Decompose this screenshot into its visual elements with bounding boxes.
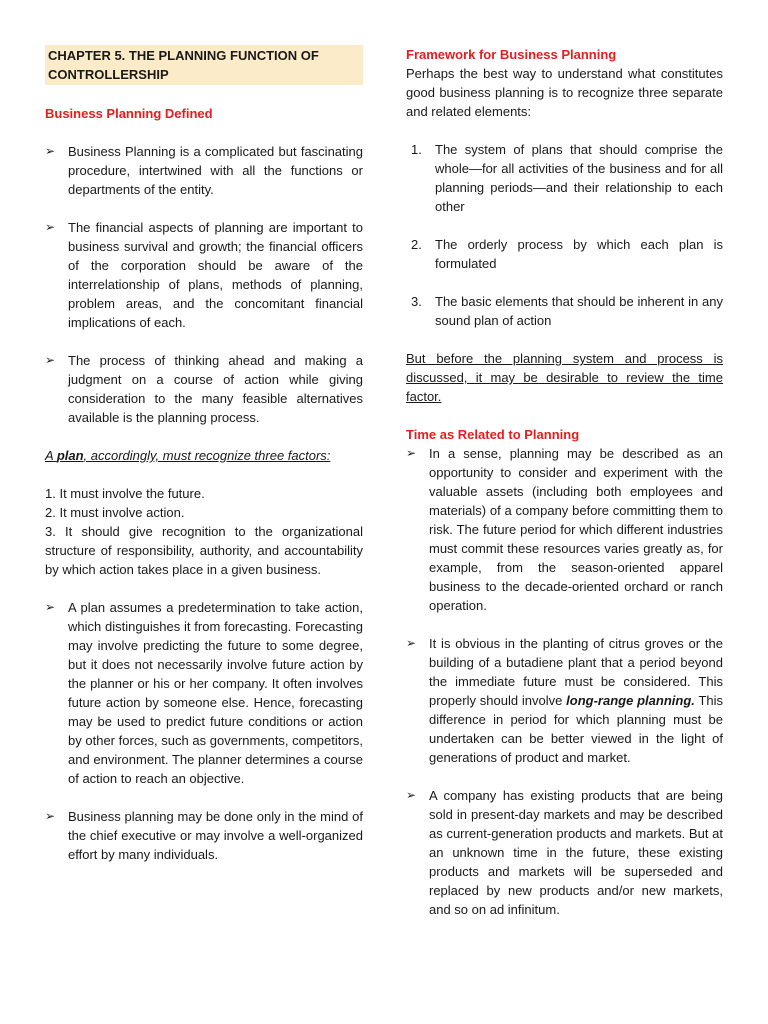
chapter-title: CHAPTER 5. THE PLANNING FUNCTION OF CONTROLLERSHIP xyxy=(45,45,363,85)
arrow-bullet-icon: ➢ xyxy=(406,446,417,460)
bullet-paragraph: ➢ It is obvious in the planting of citrus groves or the building of a butadiene plant that a period beyond the immediate future must be considered. This properly should involve long-range planning. This difference in period for which planning must be undertaken can be better viewed in the light of generations of product and market. xyxy=(406,636,723,765)
framework-intro: Perhaps the best way to understand what constitutes good business planning is to recognize three separate and related elements: xyxy=(406,66,723,119)
left-column xyxy=(45,45,363,864)
plan-intro: A plan, accordingly, must recognize three factors: xyxy=(45,448,331,463)
heading-business-planning-defined: Business Planning Defined xyxy=(45,106,213,121)
bullet-paragraph: ➢ In a sense, planning may be described as an opportunity to consider and experiment with the valuable assets (including both employees and materials) of a company before committing them to risk. The future period for which different industries must commit these resources varies greatly as, for example, from the season-oriented apparel business to the decade-oriented orchard or ranch operation. xyxy=(406,446,723,613)
arrow-bullet-icon: ➢ xyxy=(45,809,56,823)
right-column xyxy=(406,45,723,919)
arrow-bullet-icon: ➢ xyxy=(406,636,417,650)
heading-time: Time as Related to Planning xyxy=(406,427,580,442)
arrow-bullet-icon: ➢ xyxy=(45,600,56,614)
bullet-paragraph: ➢ A company has existing products that are being sold in present-day markets and may be described as current-generation products and markets. But at an unknown time in the future, these existing products and markets will be superseded and replaced by new products and/or new markets, and so on ad infinitum. xyxy=(406,788,723,917)
bullet-paragraph: ➢ Business planning may be done only in the mind of the chief executive or may involve a well-organized effort by many individuals. xyxy=(45,809,363,862)
bullet-paragraph: ➢ The process of thinking ahead and making a judgment on a course of action while giving consideration to the many feasible alternatives available is the planning process. xyxy=(45,353,363,425)
element-item: 3. The basic elements that should be inherent in any sound plan of action xyxy=(411,294,723,328)
element-item: 1. The system of plans that should comprise the whole—for all activities of the business and for all planning periods—and their relationship to each other xyxy=(411,142,723,214)
bullet-paragraph: ➢ A plan assumes a predetermination to take action, which distinguishes it from forecasting. Forecasting may involve predicting the future to some degree, but it does not necessarily involve future action by the planner or his or her company. It often involves future action by someone else. Hence, forecasting may be used to predict future conditions or action by other forces, such as governments, competitors, and environment. The planner determines a course of action to reach an objective. xyxy=(45,600,363,786)
arrow-bullet-icon: ➢ xyxy=(45,353,56,367)
factor-item: 3. It should give recognition to the organizational structure of responsibility, authority, and accountability by which action takes place in a given business. xyxy=(45,524,363,577)
arrow-bullet-icon: ➢ xyxy=(45,144,56,158)
bullet-paragraph: ➢ Business Planning is a complicated but fascinating procedure, intertwined with all the functions or departments of the entity. xyxy=(45,144,363,197)
factor-item: 2. It must involve action. xyxy=(45,505,185,520)
factor-item: 1. It must involve the future. xyxy=(45,486,205,501)
bullet-paragraph: ➢ The financial aspects of planning are important to business survival and growth; the financial officers of the corporation should be aware of the interrelationship of plans, methods of planning, problem areas, and the concomitant financial implications of each. xyxy=(45,220,363,330)
transition-text: But before the planning system and process is discussed, it may be desirable to review the time factor. xyxy=(406,351,723,404)
element-item: 2. The orderly process by which each plan is formulated xyxy=(411,237,723,271)
heading-framework: Framework for Business Planning xyxy=(406,47,617,62)
arrow-bullet-icon: ➢ xyxy=(406,788,417,802)
long-range-planning-emphasis: long-range planning. xyxy=(566,693,695,708)
arrow-bullet-icon: ➢ xyxy=(45,220,56,234)
